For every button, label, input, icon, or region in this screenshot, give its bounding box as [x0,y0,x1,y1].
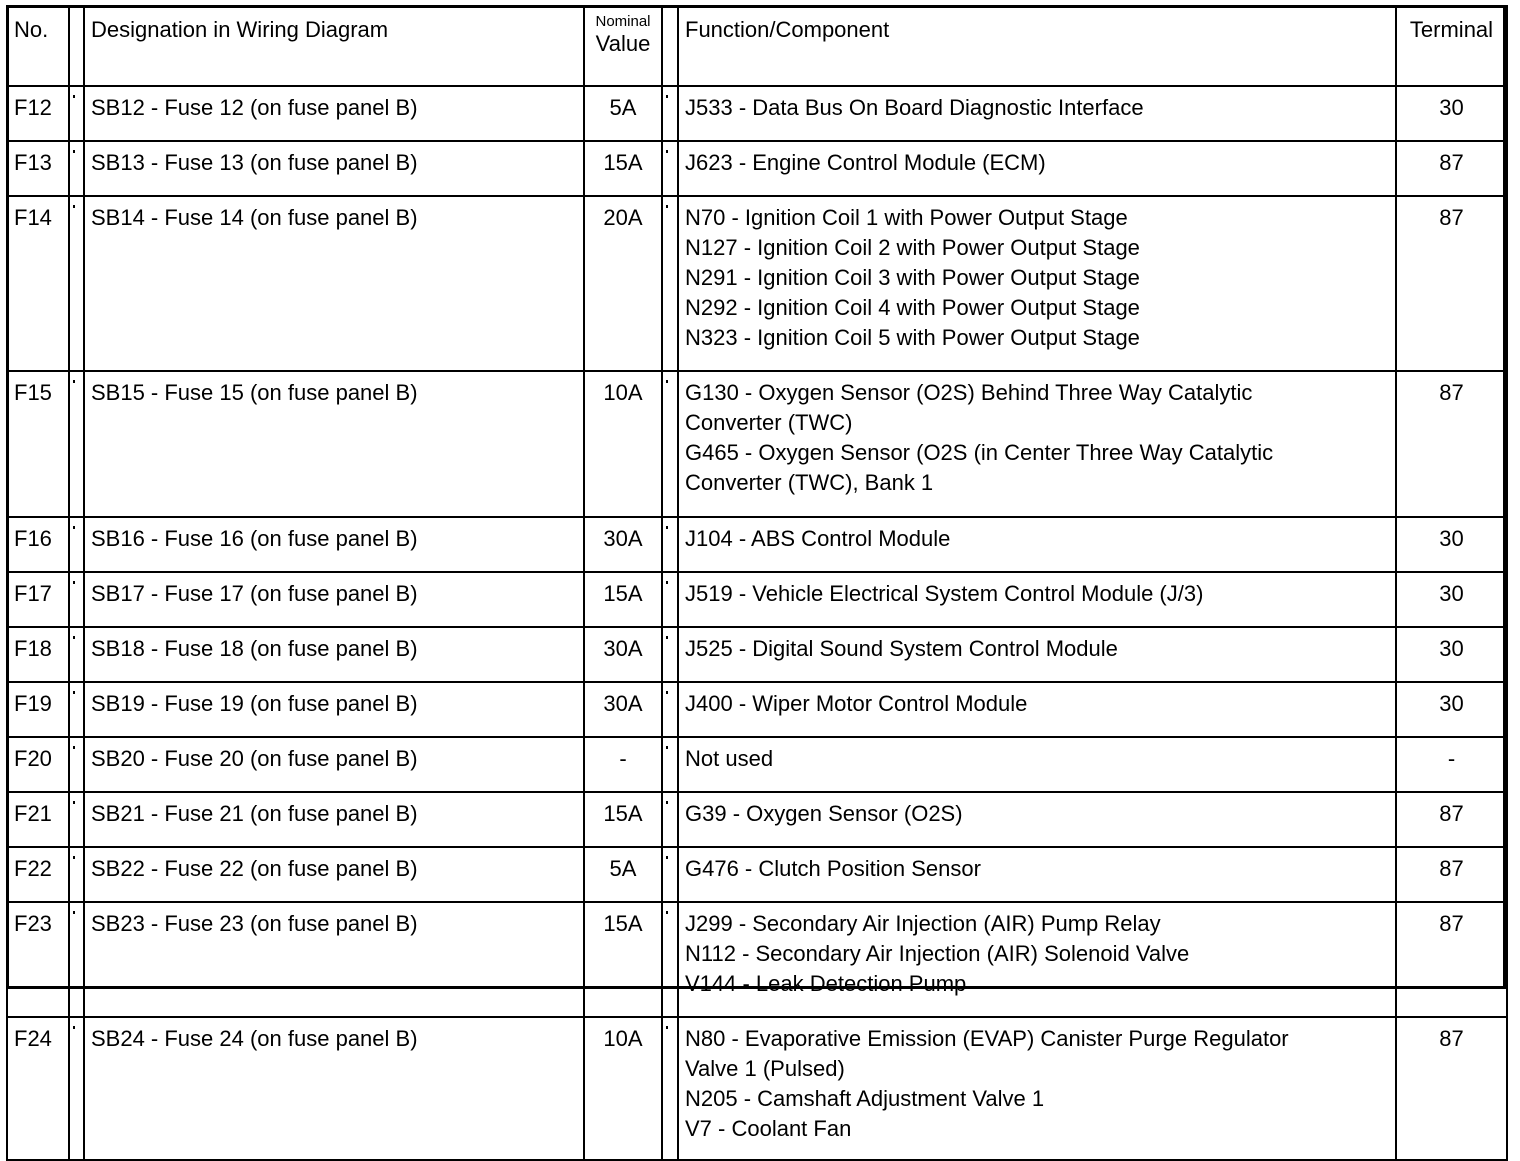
function-line: V7 - Coolant Fan [685,1116,852,1141]
function-line: J104 - ABS Control Module [685,526,951,551]
nominal-value: 10A [584,1017,662,1160]
function-line: N112 - Secondary Air Injection (AIR) Solenoid Valve [685,941,1190,966]
row-spacer-2 [662,682,678,737]
row-spacer-1 [69,196,84,371]
function-component [678,1017,1396,1160]
function-line: Valve 1 (Pulsed) [685,1056,845,1081]
function-component [678,141,1396,196]
function-component [678,627,1396,682]
table-row [7,517,1507,572]
nominal-value: 10A [584,371,662,517]
terminal-value: 30 [1396,86,1507,141]
nominal-value: 30A [584,682,662,737]
nominal-value: 30A [584,627,662,682]
fuse-number: F15 [7,371,69,517]
fuse-table-sheet [6,5,1506,1141]
function-line: N70 - Ignition Coil 1 with Power Output Stage [685,205,1128,230]
nominal-value: 15A [584,141,662,196]
function-component [678,517,1396,572]
fuse-designation: SB18 - Fuse 18 (on fuse panel B) [84,627,584,682]
terminal-value: 87 [1396,196,1507,371]
fuse-number: F21 [7,792,69,847]
table-row [7,371,1507,517]
fuse-number: F14 [7,196,69,371]
nominal-value: 5A [584,86,662,141]
terminal-value: 87 [1396,792,1507,847]
function-line: J519 - Vehicle Electrical System Control Module (J/3) [685,581,1204,606]
function-line: Converter (TWC), Bank 1 [685,470,934,495]
terminal-value: 87 [1396,371,1507,517]
function-line: G39 - Oxygen Sensor (O2S) [685,801,963,826]
table-row [7,86,1507,141]
table-row [7,196,1507,371]
fuse-number: F24 [7,1017,69,1160]
header-nominal-label: Nominal [595,13,651,30]
table-row [7,847,1507,902]
row-spacer-2 [662,371,678,517]
table-row [7,682,1507,737]
table-row [7,627,1507,682]
fuse-designation: SB24 - Fuse 24 (on fuse panel B) [84,1017,584,1160]
terminal-value: 30 [1396,517,1507,572]
nominal-value: 5A [584,847,662,902]
table-row [7,572,1507,627]
row-spacer-1 [69,371,84,517]
function-component [678,902,1396,1017]
header-value-label: Value [595,31,651,56]
row-spacer-1 [69,86,84,141]
fuse-number: F19 [7,682,69,737]
function-line: N80 - Evaporative Emission (EVAP) Canister Purge Regulator [685,1026,1289,1051]
fuse-designation: SB23 - Fuse 23 (on fuse panel B) [84,902,584,1017]
function-line: N291 - Ignition Coil 3 with Power Output Stage [685,265,1140,290]
nominal-value: 30A [584,517,662,572]
fuse-number: F18 [7,627,69,682]
row-spacer-2 [662,627,678,682]
header-terminal: Terminal [1396,6,1507,86]
table-row [7,792,1507,847]
function-component [678,682,1396,737]
function-component [678,792,1396,847]
row-spacer-1 [69,737,84,792]
function-line: G130 - Oxygen Sensor (O2S) Behind Three Way Catalytic [685,380,1253,405]
header-function: Function/Component [678,6,1396,86]
function-component [678,847,1396,902]
function-line: J525 - Digital Sound System Control Module [685,636,1118,661]
nominal-value: 20A [584,196,662,371]
terminal-value: - [1396,737,1507,792]
function-component [678,371,1396,517]
function-line: G476 - Clutch Position Sensor [685,856,981,881]
fuse-table [6,5,1508,1161]
function-line: Not used [685,746,774,771]
row-spacer-2 [662,196,678,371]
row-spacer-2 [662,517,678,572]
header-designation: Designation in Wiring Diagram [84,6,584,86]
function-line: G465 - Oxygen Sensor (O2S (in Center Three Way Catalytic [685,440,1274,465]
function-line: J623 - Engine Control Module (ECM) [685,150,1046,175]
terminal-value: 87 [1396,141,1507,196]
row-spacer-1 [69,792,84,847]
terminal-value: 87 [1396,902,1507,1017]
table-header-row [7,6,1507,86]
function-line: V144 - Leak Detection Pump [685,971,967,996]
row-spacer-1 [69,1017,84,1160]
table-row [7,902,1507,1017]
row-spacer-1 [69,847,84,902]
terminal-value: 30 [1396,572,1507,627]
row-spacer-2 [662,86,678,141]
function-component [678,572,1396,627]
terminal-value: 30 [1396,627,1507,682]
fuse-designation: SB15 - Fuse 15 (on fuse panel B) [84,371,584,517]
fuse-designation: SB14 - Fuse 14 (on fuse panel B) [84,196,584,371]
header-no: No. [7,6,69,86]
function-line: J299 - Secondary Air Injection (AIR) Pump Relay [685,911,1161,936]
function-line: J533 - Data Bus On Board Diagnostic Interface [685,95,1144,120]
row-spacer-1 [69,682,84,737]
fuse-number: F20 [7,737,69,792]
row-spacer-1 [69,627,84,682]
fuse-designation: SB16 - Fuse 16 (on fuse panel B) [84,517,584,572]
function-component [678,86,1396,141]
table-row [7,1017,1507,1160]
header-spacer-1 [69,6,84,86]
fuse-number: F12 [7,86,69,141]
row-spacer-1 [69,141,84,196]
function-component [678,196,1396,371]
function-line: N205 - Camshaft Adjustment Valve 1 [685,1086,1045,1111]
function-line: J400 - Wiper Motor Control Module [685,691,1028,716]
fuse-designation: SB19 - Fuse 19 (on fuse panel B) [84,682,584,737]
function-line: N292 - Ignition Coil 4 with Power Output Stage [685,295,1140,320]
nominal-value: 15A [584,792,662,847]
row-spacer-1 [69,517,84,572]
terminal-value: 87 [1396,1017,1507,1160]
row-spacer-2 [662,1017,678,1160]
terminal-value: 30 [1396,682,1507,737]
row-spacer-2 [662,141,678,196]
nominal-value: - [584,737,662,792]
fuse-number: F22 [7,847,69,902]
function-component [678,737,1396,792]
fuse-number: F13 [7,141,69,196]
nominal-value: 15A [584,572,662,627]
function-line: N127 - Ignition Coil 2 with Power Output Stage [685,235,1140,260]
fuse-designation: SB21 - Fuse 21 (on fuse panel B) [84,792,584,847]
fuse-number: F17 [7,572,69,627]
fuse-designation: SB17 - Fuse 17 (on fuse panel B) [84,572,584,627]
row-spacer-2 [662,737,678,792]
header-spacer-2 [662,6,678,86]
fuse-designation: SB22 - Fuse 22 (on fuse panel B) [84,847,584,902]
row-spacer-2 [662,572,678,627]
function-line: Converter (TWC) [685,410,853,435]
header-nominal-value [584,6,662,86]
terminal-value: 87 [1396,847,1507,902]
row-spacer-1 [69,572,84,627]
nominal-value: 15A [584,902,662,1017]
fuse-number: F23 [7,902,69,1017]
row-spacer-2 [662,902,678,1017]
table-row [7,737,1507,792]
fuse-number: F16 [7,517,69,572]
table-row [7,141,1507,196]
fuse-designation: SB20 - Fuse 20 (on fuse panel B) [84,737,584,792]
fuse-designation: SB13 - Fuse 13 (on fuse panel B) [84,141,584,196]
fuse-designation: SB12 - Fuse 12 (on fuse panel B) [84,86,584,141]
row-spacer-2 [662,847,678,902]
row-spacer-1 [69,902,84,1017]
function-line: N323 - Ignition Coil 5 with Power Output Stage [685,325,1140,350]
row-spacer-2 [662,792,678,847]
